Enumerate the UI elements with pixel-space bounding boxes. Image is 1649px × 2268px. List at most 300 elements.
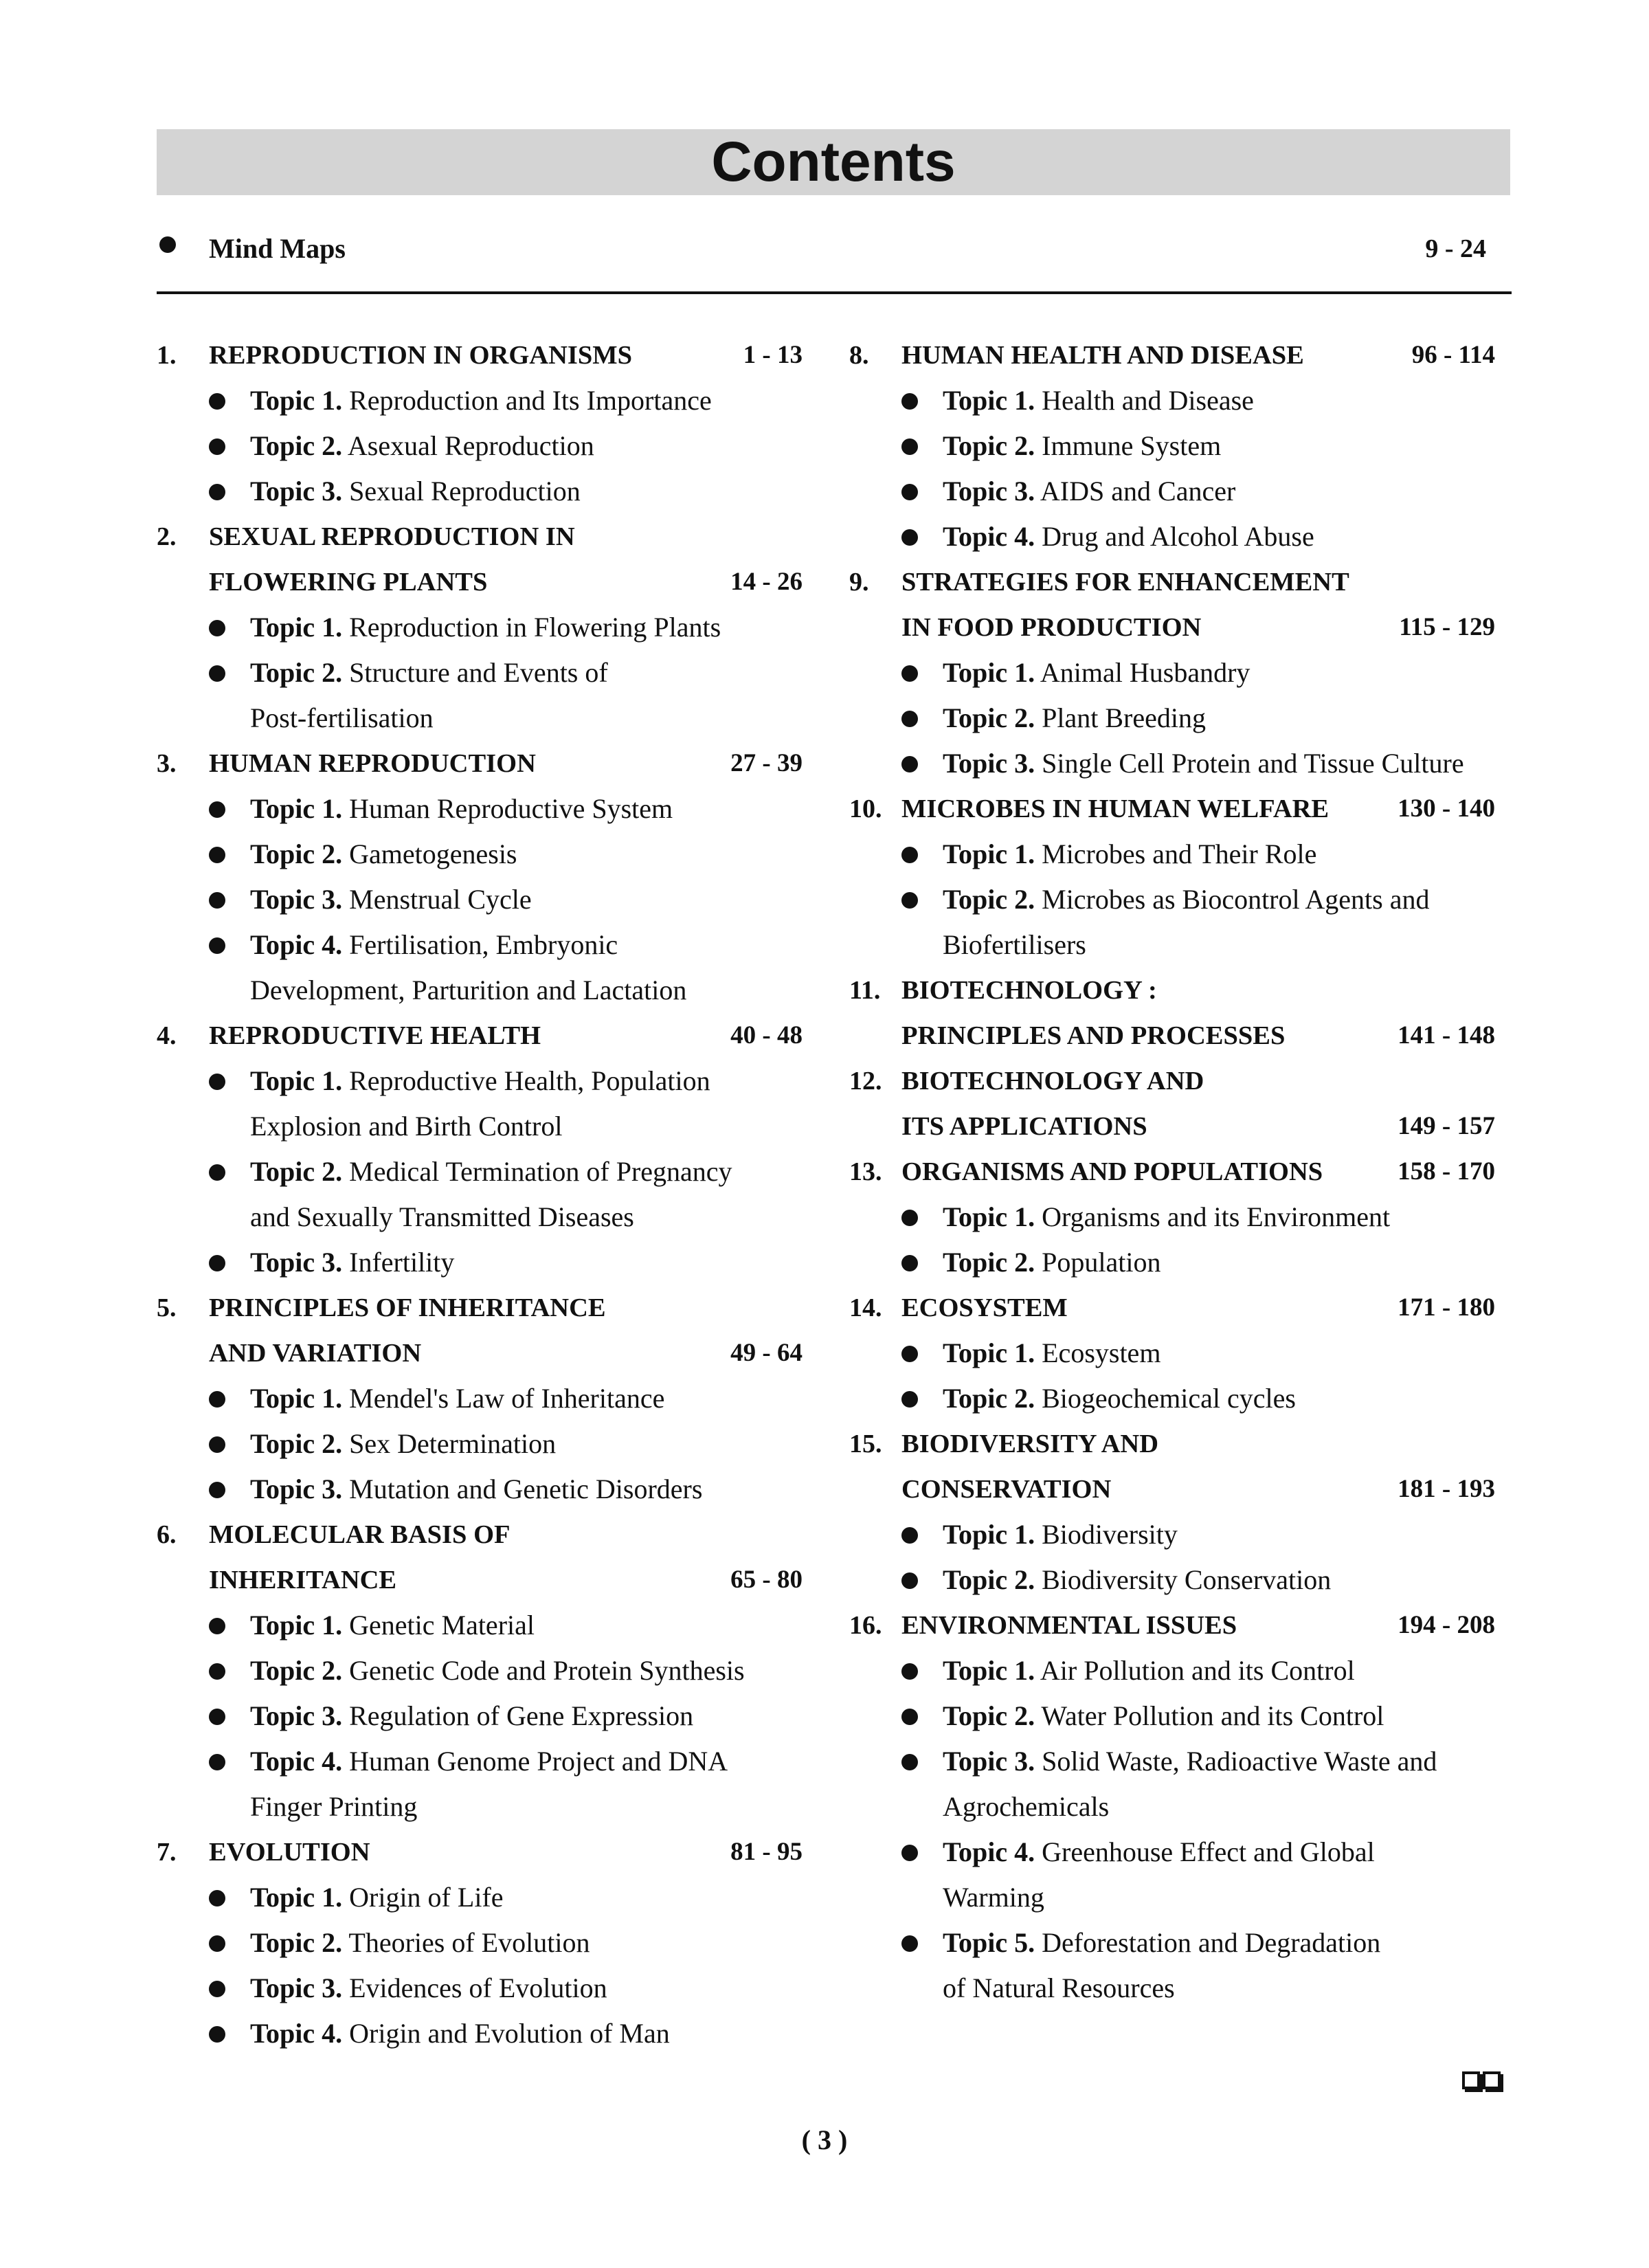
topic-entry (943, 1557, 1331, 1603)
chapter-pages: 14 - 26 (730, 568, 803, 596)
bullet-icon (209, 937, 225, 954)
topic-line[interactable] (849, 423, 1495, 469)
chapter-title: SEXUAL REPRODUCTION IN (209, 522, 575, 551)
chapter-number: 7. (157, 1838, 177, 1867)
chapter-pages: 194 - 208 (1398, 1611, 1495, 1639)
topic-entry (250, 832, 517, 877)
end-marks (1462, 2071, 1503, 2099)
topic-entry (250, 1920, 590, 1966)
topic-label: Topic 1. (943, 1519, 1035, 1550)
topic-title: Fertilisation, Embryonic (349, 929, 618, 960)
chapter-title: FLOWERING PLANTS (209, 568, 488, 597)
chapter-title: MOLECULAR BASIS OF (209, 1520, 511, 1549)
bullet-icon (901, 484, 918, 500)
chapter-title-line[interactable] (157, 1285, 803, 1331)
topic-line[interactable] (849, 1512, 1495, 1557)
chapter-entry (849, 1421, 1495, 1603)
topic-label: Topic 2. (250, 838, 343, 869)
topic-title: Plant Breeding (1042, 702, 1206, 733)
chapter-title-line[interactable] (849, 1467, 1495, 1512)
topic-label: Topic 1. (250, 1383, 343, 1414)
chapter-title-line[interactable] (157, 1013, 803, 1058)
chapter-number: 15. (849, 1430, 882, 1458)
topic-line[interactable] (849, 1830, 1495, 1875)
topic-line[interactable] (849, 922, 1495, 968)
topic-label: Topic 2. (250, 657, 343, 688)
topic-title: Air Pollution and its Control (1040, 1655, 1355, 1686)
chapter-title: ITS APPLICATIONS (901, 1112, 1147, 1141)
square-mark-icon (1462, 2071, 1480, 2089)
topic-entry (250, 1240, 454, 1285)
topic-line[interactable] (157, 1194, 803, 1240)
bullet-icon (209, 1754, 225, 1770)
topic-entry (943, 1240, 1160, 1285)
bullet-icon (901, 438, 918, 455)
topic-title: Water Pollution and its Control (1041, 1700, 1384, 1731)
topic-title: Genetic Material (349, 1610, 535, 1641)
topic-label: Topic 3. (250, 476, 343, 507)
chapter-pages: 149 - 157 (1398, 1112, 1495, 1140)
topic-title: Biodiversity (1042, 1519, 1178, 1550)
chapter-title-line[interactable] (849, 1058, 1495, 1104)
topic-entry (250, 2011, 670, 2056)
chapter-number: 2. (157, 522, 177, 551)
topic-entry (250, 1693, 693, 1739)
topic-line[interactable] (157, 1784, 803, 1830)
page-title: Contents (711, 131, 956, 193)
topic-entry (250, 605, 721, 650)
chapter-number: 14. (849, 1293, 882, 1322)
topic-label: Topic 1. (250, 385, 343, 416)
topic-label: Topic 2. (943, 430, 1035, 461)
chapter-title-line[interactable] (157, 1512, 803, 1557)
topic-label: Topic 1. (943, 1337, 1035, 1368)
chapter-title-line[interactable] (849, 1013, 1495, 1058)
bullet-icon (901, 1527, 918, 1544)
bullet-icon (901, 665, 918, 682)
chapter-title-line[interactable] (849, 786, 1495, 832)
topic-label: Topic 4. (250, 2018, 343, 2049)
topic-title: Biogeochemical cycles (1042, 1383, 1296, 1414)
bullet-icon (901, 1346, 918, 1362)
topic-title-continued: Finger Printing (250, 1791, 418, 1822)
topic-label: Topic 1. (250, 1065, 343, 1096)
topic-entry (250, 378, 712, 423)
topic-line[interactable] (157, 877, 803, 922)
topic-entry (943, 1830, 1375, 1875)
topic-line[interactable] (849, 1875, 1495, 1920)
topic-title: Population (1042, 1247, 1161, 1278)
chapter-number: 6. (157, 1520, 177, 1549)
chapter-entry (157, 741, 803, 1013)
topic-label: Topic 1. (943, 838, 1035, 869)
topic-line[interactable] (157, 1376, 803, 1421)
topic-label: Topic 3. (250, 1700, 343, 1731)
topic-label: Topic 2. (943, 1700, 1035, 1731)
chapter-title: AND VARIATION (209, 1339, 422, 1368)
topic-entry (250, 1875, 504, 1920)
topic-entry (943, 1648, 1355, 1693)
chapter-pages: 65 - 80 (730, 1566, 803, 1594)
chapter-entry (849, 1603, 1495, 2011)
topic-title: Human Reproductive System (349, 793, 673, 824)
chapter-number: 1. (157, 341, 177, 370)
bullet-icon (901, 1845, 918, 1861)
topic-label: Topic 4. (250, 929, 343, 960)
chapter-entry (157, 1830, 803, 2056)
topic-entry (250, 1966, 607, 2011)
topic-entry (943, 1376, 1296, 1421)
bullet-icon (209, 1618, 225, 1634)
topic-line[interactable] (157, 1104, 803, 1149)
chapter-title: BIODIVERSITY AND (901, 1430, 1159, 1458)
topic-label: Topic 4. (250, 1746, 343, 1777)
topic-line[interactable] (157, 1058, 803, 1104)
chapter-number: 4. (157, 1021, 177, 1050)
topic-label: Topic 3. (943, 748, 1035, 779)
topic-line[interactable] (849, 1240, 1495, 1285)
topic-entry (943, 469, 1235, 514)
chapter-title-line[interactable] (849, 605, 1495, 650)
chapter-pages: 81 - 95 (730, 1838, 803, 1866)
topic-line[interactable] (157, 2011, 803, 2056)
chapter-title: BIOTECHNOLOGY AND (901, 1067, 1204, 1096)
topic-title: Microbes as Biocontrol Agents and (1042, 884, 1430, 915)
chapter-title-line[interactable] (157, 1331, 803, 1376)
bullet-icon (209, 892, 225, 909)
topic-line[interactable] (157, 650, 803, 696)
topic-title: Ecosystem (1042, 1337, 1161, 1368)
topic-entry (250, 877, 532, 922)
topic-title: Infertility (349, 1247, 455, 1278)
bullet-icon (901, 1255, 918, 1271)
topic-entry (943, 1920, 1380, 1966)
topic-title: Evidences of Evolution (349, 1972, 607, 2003)
topic-label: Topic 2. (943, 1247, 1035, 1278)
chapter-title-line[interactable] (849, 968, 1495, 1013)
chapter-title: MICROBES IN HUMAN WELFARE (901, 794, 1330, 823)
topic-line[interactable] (849, 1693, 1495, 1739)
topic-entry (250, 1421, 556, 1467)
chapter-entry (849, 1149, 1495, 1285)
topic-entry (250, 423, 594, 469)
divider-rule (157, 291, 1512, 294)
chapter-title-line[interactable] (157, 1557, 803, 1603)
topic-line[interactable] (157, 1149, 803, 1194)
chapter-number: 9. (849, 568, 869, 597)
bullet-icon (209, 620, 225, 636)
topic-title: Genetic Code and Protein Synthesis (349, 1655, 745, 1686)
chapter-pages: 158 - 170 (1398, 1157, 1495, 1186)
topic-line[interactable] (157, 1603, 803, 1648)
topic-line[interactable] (849, 877, 1495, 922)
topic-line[interactable] (157, 1693, 803, 1739)
bullet-icon (159, 236, 176, 253)
topic-line[interactable] (157, 1920, 803, 1966)
topic-label: Topic 3. (250, 1474, 343, 1504)
chapter-title: ECOSYSTEM (901, 1293, 1068, 1322)
topic-line[interactable] (157, 968, 803, 1013)
topic-line[interactable] (849, 650, 1495, 696)
bullet-icon (901, 1391, 918, 1408)
topic-entry (250, 1603, 535, 1648)
topic-title: Reproduction and Its Importance (349, 385, 712, 416)
topic-title: Solid Waste, Radioactive Waste and (1042, 1746, 1437, 1777)
topic-title: Origin of Life (349, 1882, 504, 1913)
bullet-icon (209, 1391, 225, 1408)
chapter-title: PRINCIPLES AND PROCESSES (901, 1021, 1286, 1050)
topic-title: Medical Termination of Pregnancy (349, 1156, 732, 1187)
bullet-icon (209, 1890, 225, 1906)
bullet-icon (901, 1663, 918, 1680)
chapter-entry (849, 968, 1495, 1058)
topic-title: Gametogenesis (349, 838, 517, 869)
topic-title-continued: Biofertilisers (943, 929, 1086, 960)
topic-title: Mutation and Genetic Disorders (349, 1474, 703, 1504)
topic-line[interactable] (157, 378, 803, 423)
chapter-pages: 1 - 13 (743, 341, 803, 369)
topic-entry (250, 1058, 710, 1104)
topic-entry (943, 1693, 1384, 1739)
topic-label: Topic 1. (250, 612, 343, 643)
chapter-entry (157, 1285, 803, 1512)
topic-label: Topic 2. (943, 884, 1035, 915)
topic-line[interactable] (849, 1739, 1495, 1784)
topic-label: Topic 3. (250, 884, 343, 915)
topic-label: Topic 2. (250, 1927, 343, 1958)
chapter-title: HUMAN HEALTH AND DISEASE (901, 341, 1304, 370)
topic-entry (250, 922, 618, 968)
topic-label: Topic 1. (250, 1882, 343, 1913)
bullet-icon (901, 393, 918, 410)
topic-line[interactable] (849, 378, 1495, 423)
topic-entry (943, 650, 1250, 696)
square-mark-icon (1483, 2071, 1501, 2089)
chapter-title-line[interactable] (849, 1104, 1495, 1149)
chapter-title-line[interactable] (849, 333, 1495, 378)
chapter-pages: 141 - 148 (1398, 1021, 1495, 1049)
topic-entry (250, 650, 608, 696)
chapter-title-line[interactable] (849, 1421, 1495, 1467)
topic-line[interactable] (157, 469, 803, 514)
topic-line[interactable] (849, 514, 1495, 559)
bullet-icon (209, 2026, 225, 2043)
chapter-number: 8. (849, 341, 869, 370)
topic-entry (250, 1648, 745, 1693)
topic-title: Single Cell Protein and Tissue Culture (1042, 748, 1464, 779)
topic-line[interactable] (849, 696, 1495, 741)
topic-line[interactable] (157, 1648, 803, 1693)
topic-entry (250, 1467, 702, 1512)
topic-title: Health and Disease (1042, 385, 1254, 416)
topic-label: Topic 2. (250, 1655, 343, 1686)
chapter-entry (849, 333, 1495, 559)
topic-label: Topic 3. (250, 1972, 343, 2003)
chapter-pages: 115 - 129 (1399, 613, 1495, 641)
topic-title-continued: Explosion and Birth Control (250, 1111, 563, 1142)
bullet-icon (901, 1935, 918, 1952)
chapter-title-line[interactable] (157, 559, 803, 605)
chapter-entry (157, 333, 803, 514)
bullet-icon (209, 1164, 225, 1181)
topic-line[interactable] (157, 423, 803, 469)
bullet-icon (901, 756, 918, 772)
topic-label: Topic 1. (250, 1610, 343, 1641)
chapter-number: 12. (849, 1067, 882, 1096)
chapter-title: EVOLUTION (209, 1838, 370, 1867)
topic-line[interactable] (849, 1331, 1495, 1376)
chapter-pages: 40 - 48 (730, 1021, 803, 1049)
bullet-icon (209, 1709, 225, 1725)
topic-title: Mendel's Law of Inheritance (349, 1383, 665, 1414)
chapter-title-line[interactable] (849, 1149, 1495, 1194)
bullet-icon (901, 1210, 918, 1226)
bullet-icon (209, 1255, 225, 1271)
bullet-icon (209, 665, 225, 682)
chapter-title-line[interactable] (157, 333, 803, 378)
topic-label: Topic 3. (250, 1247, 343, 1278)
topic-title: Microbes and Their Role (1042, 838, 1317, 869)
bullet-icon (901, 892, 918, 909)
topic-title: Human Genome Project and DNA (349, 1746, 728, 1777)
topic-line[interactable] (157, 1739, 803, 1784)
chapter-title-line[interactable] (849, 1285, 1495, 1331)
topic-label: Topic 2. (943, 1383, 1035, 1414)
chapter-pages: 96 - 114 (1411, 341, 1495, 369)
topic-line[interactable] (157, 1240, 803, 1285)
topic-line[interactable] (157, 832, 803, 877)
chapter-title: ENVIRONMENTAL ISSUES (901, 1611, 1237, 1640)
topic-title-continued: Post-fertilisation (250, 702, 434, 733)
topic-line[interactable] (849, 832, 1495, 877)
chapter-number: 13. (849, 1157, 882, 1186)
topic-title: Origin and Evolution of Man (349, 2018, 670, 2049)
topic-entry (943, 741, 1464, 786)
topic-title: Animal Husbandry (1040, 657, 1250, 688)
topic-line[interactable] (849, 1557, 1495, 1603)
topic-title: Reproductive Health, Population (349, 1065, 710, 1096)
mind-maps-entry[interactable] (157, 228, 1486, 269)
chapter-title-line[interactable] (849, 559, 1495, 605)
topic-label: Topic 4. (943, 1836, 1035, 1867)
chapter-entry (849, 559, 1495, 786)
chapter-title-line[interactable] (157, 514, 803, 559)
bullet-icon (901, 1709, 918, 1725)
chapter-title: IN FOOD PRODUCTION (901, 613, 1202, 642)
topic-entry (943, 1194, 1390, 1240)
topic-label: Topic 3. (943, 476, 1035, 507)
topic-entry (943, 877, 1429, 922)
bullet-icon (209, 438, 225, 455)
chapter-number: 5. (157, 1293, 177, 1322)
bullet-icon (209, 1663, 225, 1680)
topic-label: Topic 1. (943, 385, 1035, 416)
chapter-entry (157, 514, 803, 741)
topic-line[interactable] (157, 1467, 803, 1512)
bullet-icon (209, 847, 225, 863)
topic-label: Topic 5. (943, 1927, 1035, 1958)
chapter-title: REPRODUCTIVE HEALTH (209, 1021, 541, 1050)
chapter-title-line[interactable] (157, 1830, 803, 1875)
contents-left-column (157, 333, 803, 2056)
chapter-title: BIOTECHNOLOGY : (901, 976, 1157, 1005)
topic-label: Topic 1. (943, 1655, 1035, 1686)
topic-title: Menstrual Cycle (349, 884, 532, 915)
topic-entry (250, 1149, 732, 1194)
topic-line[interactable] (849, 741, 1495, 786)
chapter-entry (157, 1512, 803, 1830)
chapter-title: REPRODUCTION IN ORGANISMS (209, 341, 633, 370)
topic-title: AIDS and Cancer (1040, 476, 1236, 507)
topic-title: Drug and Alcohol Abuse (1042, 521, 1314, 552)
topic-entry (250, 469, 581, 514)
topic-line[interactable] (157, 696, 803, 741)
topic-title: Structure and Events of (349, 657, 608, 688)
chapter-title-line[interactable] (157, 741, 803, 786)
bullet-icon (901, 1572, 918, 1589)
topic-line[interactable] (849, 469, 1495, 514)
chapter-title: INHERITANCE (209, 1566, 397, 1594)
chapter-title: CONSERVATION (901, 1475, 1112, 1504)
topic-entry (943, 696, 1206, 741)
topic-line[interactable] (157, 1966, 803, 2011)
topic-title: Sex Determination (349, 1428, 557, 1459)
topic-line[interactable] (157, 1421, 803, 1467)
topic-entry (943, 832, 1316, 877)
topic-line[interactable] (849, 1966, 1495, 2011)
topic-label: Topic 1. (943, 657, 1035, 688)
chapter-number: 3. (157, 749, 177, 778)
chapter-number: 10. (849, 794, 882, 823)
topic-title: Asexual Reproduction (347, 430, 594, 461)
topic-entry (943, 514, 1314, 559)
topic-line[interactable] (849, 1784, 1495, 1830)
chapter-pages: 130 - 140 (1398, 794, 1495, 823)
topic-title: Deforestation and Degradation (1042, 1927, 1381, 1958)
topic-title: Sexual Reproduction (349, 476, 581, 507)
topic-label: Topic 2. (250, 430, 343, 461)
topic-entry (943, 1739, 1437, 1784)
chapter-number: 11. (849, 976, 881, 1005)
topic-label: Topic 2. (250, 1428, 343, 1459)
topic-label: Topic 3. (943, 1746, 1035, 1777)
chapter-title: HUMAN REPRODUCTION (209, 749, 536, 778)
topic-line[interactable] (157, 605, 803, 650)
chapter-title: STRATEGIES FOR ENHANCEMENT (901, 568, 1349, 597)
topic-label: Topic 2. (250, 1156, 343, 1187)
topic-title: Organisms and its Environment (1042, 1201, 1391, 1232)
topic-line[interactable] (157, 786, 803, 832)
topic-line[interactable] (849, 1376, 1495, 1421)
topic-line[interactable] (157, 1875, 803, 1920)
bullet-icon (901, 1754, 918, 1770)
chapter-title: ORGANISMS AND POPULATIONS (901, 1157, 1323, 1186)
topic-line[interactable] (849, 1920, 1495, 1966)
bullet-icon (209, 1436, 225, 1453)
topic-entry (943, 1331, 1160, 1376)
topic-line[interactable] (157, 922, 803, 968)
chapter-pages: 171 - 180 (1398, 1293, 1495, 1322)
bullet-icon (901, 529, 918, 546)
chapter-title-line[interactable] (849, 1603, 1495, 1648)
chapter-title: PRINCIPLES OF INHERITANCE (209, 1293, 606, 1322)
topic-line[interactable] (849, 1648, 1495, 1693)
topic-line[interactable] (849, 1194, 1495, 1240)
topic-title: Immune System (1042, 430, 1222, 461)
topic-entry (250, 786, 673, 832)
bullet-icon (209, 1935, 225, 1952)
contents-right-column (849, 333, 1495, 2011)
